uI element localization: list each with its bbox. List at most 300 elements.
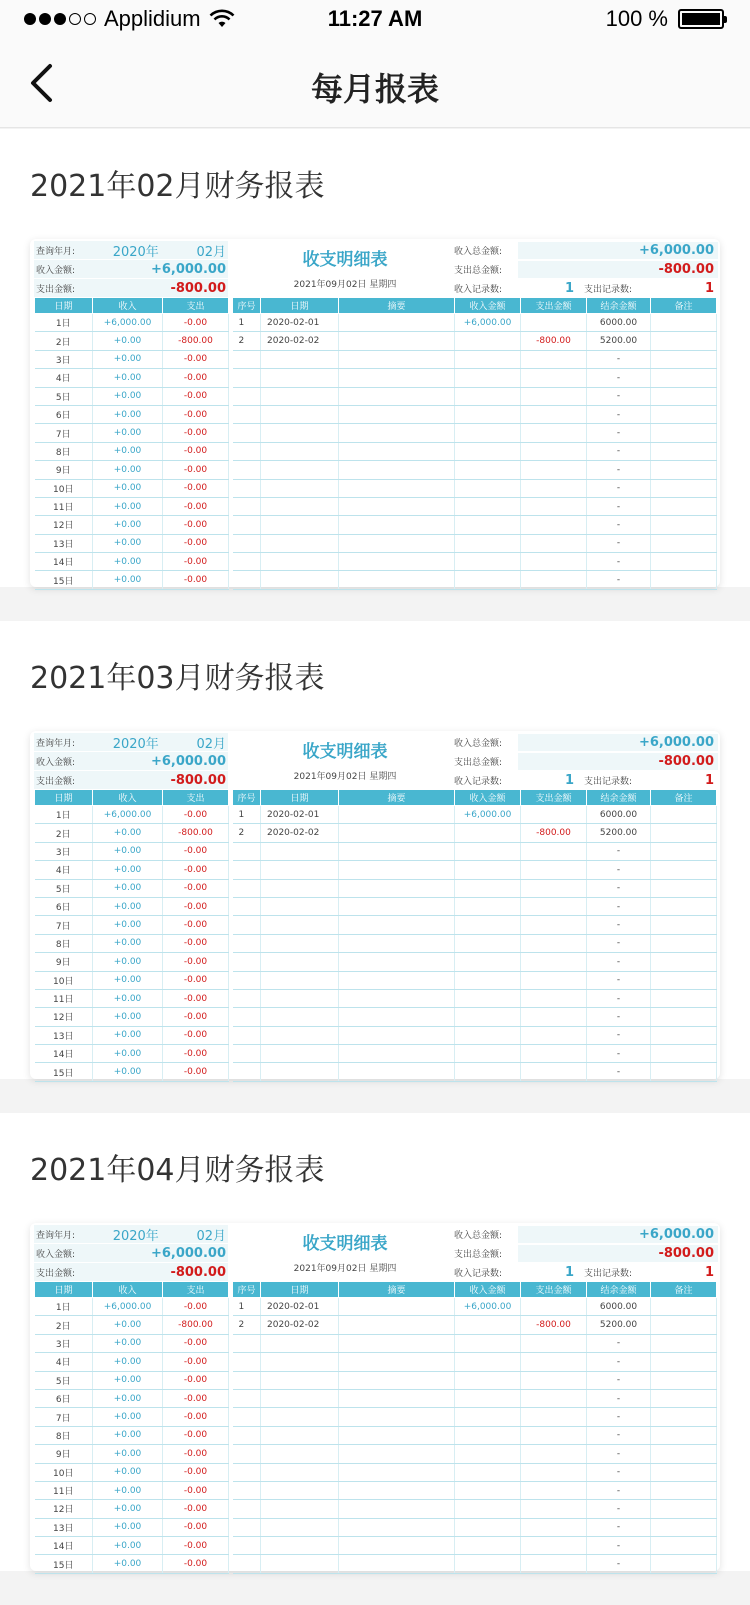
- table-row: [233, 897, 717, 915]
- report-section: [0, 1113, 750, 1571]
- detail-date-cell: [261, 1389, 339, 1407]
- expense-count: 1: [704, 280, 714, 296]
- detail-date-cell: [261, 1026, 339, 1044]
- income-count: 1: [564, 280, 574, 296]
- table-row: [233, 516, 717, 534]
- detail-date-cell: 2020-02-02: [261, 332, 339, 350]
- income-label: 收入金额:: [36, 1249, 76, 1260]
- detail-memo-cell: [339, 861, 455, 879]
- detail-date-cell: [261, 1555, 339, 1573]
- table-row: [35, 479, 229, 497]
- daily-out-cell: -0.00: [163, 861, 229, 879]
- detail-balance-cell: -: [587, 1408, 651, 1426]
- table-row: [233, 571, 717, 589]
- detail-no-cell: 2: [233, 824, 261, 842]
- detail-out-cell: [521, 534, 587, 552]
- daily-in-cell: +0.00: [93, 1555, 163, 1573]
- daily-out-cell: -0.00: [163, 534, 229, 552]
- query-year: 2020年: [112, 244, 159, 260]
- detail-note-cell: [651, 1298, 717, 1316]
- income-count: 1: [564, 1264, 574, 1280]
- table-row: [35, 1500, 229, 1518]
- detail-memo-cell: [339, 479, 455, 497]
- detail-date-cell: [261, 1537, 339, 1555]
- detail-date-cell: [261, 387, 339, 405]
- table-row: [233, 934, 717, 952]
- daily-in-cell: +0.00: [93, 1353, 163, 1371]
- income-row: [34, 1244, 228, 1262]
- detail-balance-cell: -: [587, 1463, 651, 1481]
- detail-note-cell: [651, 1500, 717, 1518]
- daily-day-cell: 3日: [35, 842, 93, 860]
- summary-left: [34, 1225, 228, 1282]
- detail-in-cell: [455, 971, 521, 989]
- detail-no-cell: [233, 1026, 261, 1044]
- detail-table: [232, 789, 717, 1082]
- detail-memo-cell: [339, 1500, 455, 1518]
- detail-memo-cell: [339, 332, 455, 350]
- daily-day-cell: 2日: [35, 1316, 93, 1334]
- detail-memo-cell: [339, 1316, 455, 1334]
- detail-no-cell: [233, 842, 261, 860]
- detail-note-cell: [651, 824, 717, 842]
- detail-in-cell: [455, 497, 521, 515]
- table-row: [35, 934, 229, 952]
- detail-date-cell: 2020-02-01: [261, 806, 339, 824]
- detail-note-cell: [651, 442, 717, 460]
- daily-day-cell: 1日: [35, 1298, 93, 1316]
- detail-balance-cell: -: [587, 369, 651, 387]
- daily-in-cell: +0.00: [93, 534, 163, 552]
- income-count-label: 收入记录数:: [454, 284, 503, 295]
- total-expense-row: [454, 260, 718, 278]
- daily-day-cell: 5日: [35, 1371, 93, 1389]
- detail-in-cell: [455, 1463, 521, 1481]
- detail-in-cell: [455, 332, 521, 350]
- table-row: [233, 1445, 717, 1463]
- detail-note-cell: [651, 842, 717, 860]
- daily-day-cell: 14日: [35, 1045, 93, 1063]
- daily-out-cell: -0.00: [163, 1445, 229, 1463]
- table-row: [233, 1518, 717, 1536]
- table-row: [35, 332, 229, 350]
- daily-in-cell: +0.00: [93, 953, 163, 971]
- table-row: [233, 861, 717, 879]
- detail-note-cell: [651, 479, 717, 497]
- detail-date-cell: [261, 934, 339, 952]
- detail-balance-cell: -: [587, 1008, 651, 1026]
- detail-balance-cell: -: [587, 934, 651, 952]
- query-label: 查询年月:: [36, 246, 76, 257]
- total-expense-label: 支出总金额:: [454, 757, 503, 768]
- table-row: [233, 953, 717, 971]
- detail-header-cell: 收入金额: [455, 298, 521, 314]
- detail-memo-cell: [339, 1445, 455, 1463]
- detail-in-cell: [455, 1045, 521, 1063]
- total-income-row: [454, 733, 718, 751]
- daily-out-cell: -0.00: [163, 897, 229, 915]
- table-row: [233, 989, 717, 1007]
- total-expense-value: -800.00: [518, 261, 718, 278]
- daily-day-cell: 7日: [35, 424, 93, 442]
- detail-balance-cell: -: [587, 1026, 651, 1044]
- query-month: 02月: [196, 1228, 226, 1244]
- daily-in-cell: +0.00: [93, 824, 163, 842]
- detail-header-cell: 收入金额: [455, 1282, 521, 1298]
- detail-date-cell: [261, 879, 339, 897]
- table-row: [35, 1555, 229, 1573]
- daily-out-cell: -0.00: [163, 806, 229, 824]
- detail-date-cell: [261, 1500, 339, 1518]
- detail-note-cell: [651, 1334, 717, 1352]
- daily-day-cell: 1日: [35, 806, 93, 824]
- detail-date-cell: [261, 916, 339, 934]
- table-row: [233, 1389, 717, 1407]
- detail-in-cell: [455, 916, 521, 934]
- detail-no-cell: [233, 405, 261, 423]
- daily-in-cell: +0.00: [93, 1334, 163, 1352]
- detail-memo-cell: [339, 1408, 455, 1426]
- table-row: [35, 879, 229, 897]
- total-expense-row: [454, 1244, 718, 1262]
- count-row: [454, 771, 718, 789]
- status-right: [606, 6, 724, 32]
- table-row: [35, 824, 229, 842]
- sheet-title: 收支明细表: [302, 742, 388, 762]
- table-row: [233, 1481, 717, 1499]
- detail-date-cell: [261, 479, 339, 497]
- detail-no-cell: [233, 1426, 261, 1444]
- detail-note-cell: [651, 1408, 717, 1426]
- daily-day-cell: 14日: [35, 1537, 93, 1555]
- detail-note-cell: [651, 1481, 717, 1499]
- detail-balance-cell: -: [587, 1500, 651, 1518]
- total-income-value: +6,000.00: [518, 1226, 718, 1243]
- detail-out-cell: [521, 879, 587, 897]
- detail-header-cell: 日期: [261, 298, 339, 314]
- daily-out-cell: -0.00: [163, 1408, 229, 1426]
- daily-in-cell: +0.00: [93, 1537, 163, 1555]
- report-preview-card[interactable]: [30, 731, 720, 1079]
- table-row: [35, 989, 229, 1007]
- detail-memo-cell: [339, 1008, 455, 1026]
- detail-memo-cell: [339, 953, 455, 971]
- detail-memo-cell: [339, 1298, 455, 1316]
- daily-in-cell: +0.00: [93, 461, 163, 479]
- detail-in-cell: [455, 461, 521, 479]
- detail-header-cell: 摘要: [339, 1282, 455, 1298]
- table-row: [35, 1045, 229, 1063]
- detail-no-cell: [233, 1063, 261, 1081]
- daily-out-cell: -0.00: [163, 1371, 229, 1389]
- income-label: 收入金额:: [36, 757, 76, 768]
- detail-out-cell: [521, 897, 587, 915]
- daily-in-cell: +0.00: [93, 971, 163, 989]
- detail-balance-cell: -: [587, 534, 651, 552]
- detail-balance-cell: 5200.00: [587, 824, 651, 842]
- detail-no-cell: [233, 479, 261, 497]
- daily-day-cell: 12日: [35, 1008, 93, 1026]
- detail-date-cell: [261, 1008, 339, 1026]
- detail-no-cell: [233, 897, 261, 915]
- daily-in-cell: +0.00: [93, 350, 163, 368]
- detail-memo-cell: [339, 1389, 455, 1407]
- detail-in-cell: [455, 1371, 521, 1389]
- detail-note-cell: [651, 332, 717, 350]
- detail-out-cell: [521, 1371, 587, 1389]
- query-label: 查询年月:: [36, 1230, 76, 1241]
- daily-day-cell: 10日: [35, 1463, 93, 1481]
- detail-balance-cell: -: [587, 1371, 651, 1389]
- table-row: [233, 479, 717, 497]
- table-row: [233, 806, 717, 824]
- detail-out-cell: -800.00: [521, 824, 587, 842]
- income-count-label: 收入记录数:: [454, 776, 503, 787]
- detail-no-cell: [233, 1389, 261, 1407]
- report-title[interactable]: 2021年03月财务报表: [30, 661, 325, 696]
- detail-balance-cell: -: [587, 1389, 651, 1407]
- daily-out-cell: -0.00: [163, 1008, 229, 1026]
- table-row: [233, 1500, 717, 1518]
- table-row: [35, 424, 229, 442]
- daily-out-cell: -0.00: [163, 1045, 229, 1063]
- daily-day-cell: 8日: [35, 1426, 93, 1444]
- table-row: [35, 806, 229, 824]
- table-row: [35, 516, 229, 534]
- detail-note-cell: [651, 571, 717, 589]
- daily-in-cell: +0.00: [93, 897, 163, 915]
- report-section: [0, 621, 750, 1079]
- detail-date-cell: [261, 1371, 339, 1389]
- report-sheet-image: [30, 1223, 720, 1571]
- daily-day-cell: 6日: [35, 897, 93, 915]
- detail-memo-cell: [339, 842, 455, 860]
- expense-count-label: 支出记录数:: [584, 776, 633, 787]
- report-title[interactable]: 2021年04月财务报表: [30, 1153, 325, 1188]
- table-row: [35, 1334, 229, 1352]
- detail-balance-cell: -: [587, 1481, 651, 1499]
- detail-header-cell: 结余金额: [587, 790, 651, 806]
- daily-table: [34, 1281, 229, 1574]
- detail-balance-cell: 6000.00: [587, 806, 651, 824]
- detail-in-cell: [455, 1334, 521, 1352]
- detail-balance-cell: -: [587, 879, 651, 897]
- sheet-date: 2021年09月02日 星期四: [293, 772, 397, 782]
- detail-note-cell: [651, 1426, 717, 1444]
- daily-out-cell: -0.00: [163, 405, 229, 423]
- query-row: [34, 733, 228, 751]
- daily-out-cell: -0.00: [163, 369, 229, 387]
- detail-out-cell: [521, 424, 587, 442]
- daily-in-cell: +0.00: [93, 1026, 163, 1044]
- detail-in-cell: [455, 897, 521, 915]
- detail-note-cell: [651, 424, 717, 442]
- daily-out-cell: -0.00: [163, 1537, 229, 1555]
- detail-balance-cell: -: [587, 1334, 651, 1352]
- status-time: 11:27 AM: [327, 6, 423, 31]
- total-income-row: [454, 1225, 718, 1243]
- daily-day-cell: 10日: [35, 479, 93, 497]
- detail-no-cell: 2: [233, 332, 261, 350]
- daily-day-cell: 2日: [35, 332, 93, 350]
- detail-memo-cell: [339, 1463, 455, 1481]
- table-row: [233, 534, 717, 552]
- detail-date-cell: [261, 1353, 339, 1371]
- status-bar: [0, 0, 750, 42]
- daily-day-cell: 13日: [35, 1026, 93, 1044]
- detail-date-cell: [261, 350, 339, 368]
- detail-no-cell: [233, 369, 261, 387]
- expense-row: [34, 1263, 228, 1281]
- detail-note-cell: [651, 897, 717, 915]
- detail-note-cell: [651, 461, 717, 479]
- table-row: [35, 1518, 229, 1536]
- detail-out-cell: [521, 1063, 587, 1081]
- detail-out-cell: [521, 1334, 587, 1352]
- detail-date-cell: 2020-02-01: [261, 314, 339, 332]
- detail-in-cell: [455, 553, 521, 571]
- daily-day-cell: 13日: [35, 1518, 93, 1536]
- daily-day-cell: 11日: [35, 497, 93, 515]
- detail-out-cell: [521, 1426, 587, 1444]
- detail-balance-cell: -: [587, 916, 651, 934]
- table-row: [233, 314, 717, 332]
- detail-out-cell: [521, 806, 587, 824]
- detail-date-cell: 2020-02-01: [261, 1298, 339, 1316]
- detail-header-cell: 收入金额: [455, 790, 521, 806]
- detail-balance-cell: 5200.00: [587, 332, 651, 350]
- detail-date-cell: [261, 424, 339, 442]
- detail-in-cell: +6,000.00: [455, 314, 521, 332]
- table-row: [35, 1389, 229, 1407]
- daily-in-cell: +6,000.00: [93, 1298, 163, 1316]
- detail-in-cell: [455, 1316, 521, 1334]
- detail-note-cell: [651, 1063, 717, 1081]
- daily-in-cell: +0.00: [93, 989, 163, 1007]
- table-row: [35, 1371, 229, 1389]
- daily-out-cell: -0.00: [163, 1481, 229, 1499]
- detail-memo-cell: [339, 442, 455, 460]
- detail-balance-cell: 6000.00: [587, 1298, 651, 1316]
- detail-header-cell: 摘要: [339, 298, 455, 314]
- table-row: [233, 442, 717, 460]
- detail-no-cell: [233, 1334, 261, 1352]
- detail-date-cell: [261, 1463, 339, 1481]
- detail-header-cell: 摘要: [339, 790, 455, 806]
- detail-no-cell: [233, 1408, 261, 1426]
- detail-out-cell: [521, 1537, 587, 1555]
- detail-memo-cell: [339, 369, 455, 387]
- detail-note-cell: [651, 1316, 717, 1334]
- summary-left: [34, 241, 228, 298]
- daily-day-cell: 4日: [35, 861, 93, 879]
- detail-balance-cell: 5200.00: [587, 1316, 651, 1334]
- table-row: [233, 369, 717, 387]
- daily-in-cell: +0.00: [93, 1463, 163, 1481]
- daily-in-cell: +0.00: [93, 442, 163, 460]
- detail-no-cell: [233, 442, 261, 460]
- detail-memo-cell: [339, 516, 455, 534]
- detail-balance-cell: -: [587, 989, 651, 1007]
- detail-note-cell: [651, 971, 717, 989]
- detail-no-cell: [233, 387, 261, 405]
- daily-in-cell: +0.00: [93, 916, 163, 934]
- report-title[interactable]: 2021年02月财务报表: [30, 169, 325, 204]
- detail-no-cell: [233, 553, 261, 571]
- daily-day-cell: 4日: [35, 1353, 93, 1371]
- query-row: [34, 241, 228, 259]
- table-row: [233, 461, 717, 479]
- table-row: [233, 405, 717, 423]
- table-row: [233, 1298, 717, 1316]
- detail-memo-cell: [339, 553, 455, 571]
- income-count: 1: [564, 772, 574, 788]
- detail-memo-cell: [339, 971, 455, 989]
- detail-note-cell: [651, 1555, 717, 1573]
- detail-date-cell: [261, 1045, 339, 1063]
- daily-in-cell: +0.00: [93, 1389, 163, 1407]
- detail-out-cell: [521, 1445, 587, 1463]
- daily-in-cell: +0.00: [93, 516, 163, 534]
- detail-no-cell: [233, 534, 261, 552]
- table-row: [35, 1463, 229, 1481]
- detail-note-cell: [651, 806, 717, 824]
- detail-out-cell: [521, 1045, 587, 1063]
- detail-no-cell: [233, 971, 261, 989]
- table-row: [233, 332, 717, 350]
- detail-balance-cell: -: [587, 553, 651, 571]
- detail-memo-cell: [339, 571, 455, 589]
- detail-no-cell: [233, 1555, 261, 1573]
- detail-memo-cell: [339, 497, 455, 515]
- daily-header-cell: 收入: [93, 1282, 163, 1298]
- daily-day-cell: 13日: [35, 534, 93, 552]
- daily-out-cell: -0.00: [163, 989, 229, 1007]
- detail-out-cell: [521, 405, 587, 423]
- daily-out-cell: -0.00: [163, 479, 229, 497]
- table-row: [35, 916, 229, 934]
- daily-in-cell: +0.00: [93, 934, 163, 952]
- detail-balance-cell: -: [587, 405, 651, 423]
- detail-out-cell: [521, 1518, 587, 1536]
- daily-out-cell: -800.00: [163, 1316, 229, 1334]
- detail-in-cell: [455, 516, 521, 534]
- detail-header-cell: 支出金额: [521, 1282, 587, 1298]
- battery-percent: 100 %: [605, 6, 668, 31]
- expense-count-label: 支出记录数:: [584, 1268, 633, 1279]
- table-row: [35, 1426, 229, 1444]
- detail-memo-cell: [339, 1045, 455, 1063]
- detail-no-cell: [233, 1481, 261, 1499]
- summary-right: [454, 241, 718, 298]
- detail-no-cell: [233, 516, 261, 534]
- detail-note-cell: [651, 1026, 717, 1044]
- sheet-title: 收支明细表: [302, 1234, 388, 1254]
- detail-date-cell: [261, 534, 339, 552]
- total-income-value: +6,000.00: [518, 734, 718, 751]
- table-row: [35, 350, 229, 368]
- total-expense-value: -800.00: [518, 753, 718, 770]
- daily-in-cell: +0.00: [93, 424, 163, 442]
- report-preview-card[interactable]: [30, 1223, 720, 1571]
- daily-in-cell: +0.00: [93, 1500, 163, 1518]
- daily-out-cell: -0.00: [163, 516, 229, 534]
- detail-header-cell: 备注: [651, 790, 717, 806]
- daily-day-cell: 3日: [35, 350, 93, 368]
- report-preview-card[interactable]: [30, 239, 720, 587]
- detail-date-cell: [261, 553, 339, 571]
- detail-in-cell: [455, 989, 521, 1007]
